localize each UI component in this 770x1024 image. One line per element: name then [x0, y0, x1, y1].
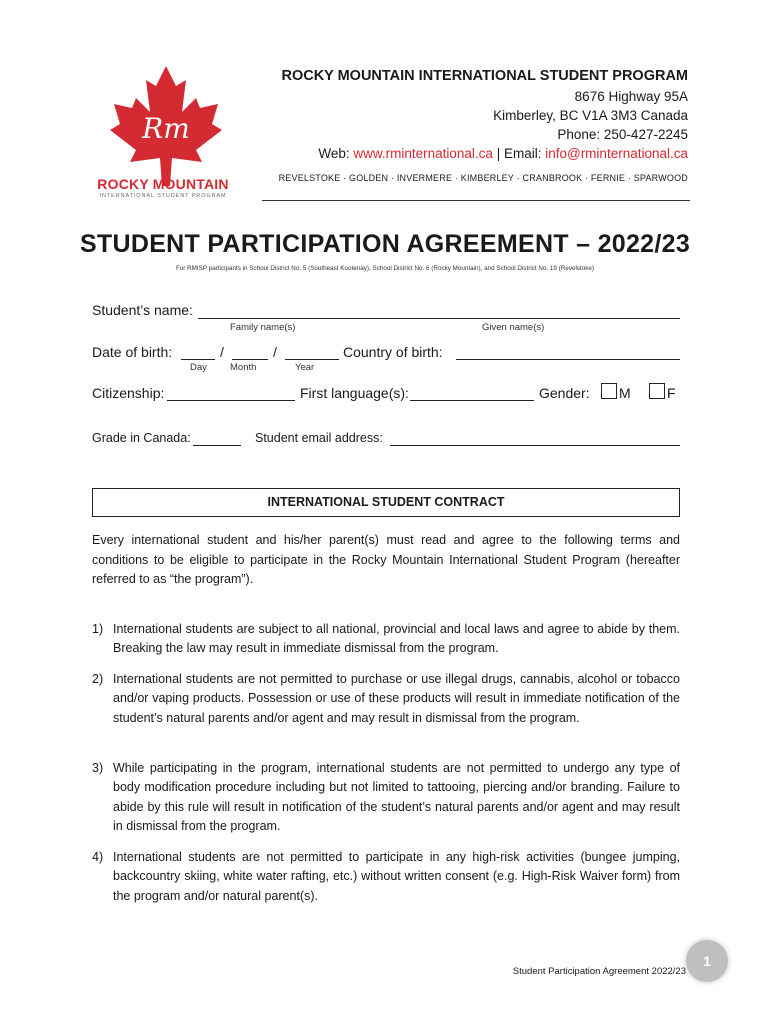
- address-line-2: Kimberley, BC V1A 3M3 Canada: [493, 108, 688, 123]
- document-title: STUDENT PARTICIPATION AGREEMENT – 2022/23: [79, 230, 691, 258]
- page-number-badge: 1: [686, 940, 728, 982]
- family-name-caption: Family name(s): [230, 322, 296, 333]
- email-separator: | Email:: [492, 146, 546, 161]
- phone-line: Phone: 250-427-2245: [557, 127, 688, 142]
- document-subtitle: For RMISP participants in School District No. 5 (Southeast Kootenay), School District No. 6 (Rocky Mountain), and School District No. 19 (Revelstoke): [175, 265, 595, 272]
- student-name-field[interactable]: [198, 303, 680, 319]
- list-item: [92, 848, 680, 906]
- footer-text: Student Participation Agreement 2022/23: [512, 966, 686, 977]
- citizenship-field[interactable]: [167, 386, 295, 401]
- citizenship-label: Citizenship:: [92, 385, 165, 401]
- item-number: 2): [92, 672, 104, 686]
- logo-title: ROCKY MOUNTAIN: [97, 176, 229, 192]
- student-name-label: Student’s name:: [92, 302, 193, 318]
- dob-year-field[interactable]: [285, 345, 339, 360]
- dob-day-field[interactable]: [181, 345, 215, 360]
- country-of-birth-field[interactable]: [456, 345, 680, 360]
- list-item: [92, 620, 680, 659]
- grade-label: Grade in Canada:: [92, 431, 191, 445]
- item-number: 3): [92, 761, 104, 775]
- dob-slash-2: /: [273, 344, 277, 360]
- dob-month-field[interactable]: [232, 345, 268, 360]
- year-caption: Year: [295, 362, 315, 373]
- student-email-label: Student email address:: [255, 431, 383, 445]
- first-language-label: First language(s):: [300, 385, 409, 401]
- country-of-birth-label: Country of birth:: [343, 344, 443, 360]
- gender-m-label: M: [619, 385, 631, 401]
- towns-list: REVELSTOKE · GOLDEN · INVERMERE · KIMBERLEY · CRANBROOK · FERNIE · SPARWOOD: [278, 173, 688, 183]
- month-caption: Month: [230, 362, 257, 373]
- student-email-field[interactable]: [390, 432, 680, 446]
- given-name-caption: Given name(s): [482, 322, 545, 333]
- item-text: International students are subject to all national, provincial and local laws and agree to abide by them. Breaking the law may result in immediate dismissal from the program.: [113, 622, 680, 656]
- dob-slash-1: /: [220, 344, 224, 360]
- web-label: Web:: [318, 146, 354, 161]
- gender-f-checkbox[interactable]: [649, 383, 665, 399]
- item-text: International students are not permitted to purchase or use illegal drugs, cannabis, alcohol or tobacco and/or vaping products. Possession or use of these products will result in immediate notification of the student’s natural parents and/or agent and may result in dismissal from the program.: [113, 672, 680, 725]
- header-divider: [262, 200, 690, 201]
- item-text: International students are not permitted to participate in any high-risk activities (bungee jumping, backcountry skiing, white water rafting, etc.) without written consent (e.g. High-Risk Waiver form) from the program and/or natural parent(s).: [113, 850, 680, 903]
- dob-label: Date of birth:: [92, 344, 173, 360]
- list-item: [92, 670, 680, 728]
- first-language-field[interactable]: [410, 386, 534, 401]
- web-link[interactable]: www.rminternational.ca: [353, 146, 493, 161]
- email-link[interactable]: info@rminternational.ca: [545, 146, 688, 161]
- item-text: While participating in the program, international students are not permitted to undergo any type of body modification procedure including but not limited to tattooing, piercing and/or branding. Failure to abide by this rule will result in notification of the student’s natural parents and/or agent and may result in dismissal from the program.: [113, 761, 680, 833]
- list-item: [92, 759, 680, 836]
- contract-heading: INTERNATIONAL STUDENT CONTRACT: [92, 488, 680, 517]
- gender-m-checkbox[interactable]: [601, 383, 617, 399]
- grade-field[interactable]: [193, 432, 241, 446]
- address-line-1: 8676 Highway 95A: [574, 89, 688, 104]
- logo-mark: Rm: [142, 112, 190, 145]
- item-number: 1): [92, 622, 104, 636]
- day-caption: Day: [190, 362, 207, 373]
- logo-subtitle: INTERNATIONAL STUDENT PROGRAM: [99, 193, 227, 199]
- org-title: ROCKY MOUNTAIN INTERNATIONAL STUDENT PROGRAM: [281, 68, 688, 84]
- contract-intro: Every international student and his/her parent(s) must read and agree to the following terms and conditions to be eligible to participate in the Rocky Mountain International Student Program (hereafter referred to as “the program”).: [92, 533, 680, 586]
- gender-f-label: F: [667, 385, 676, 401]
- web-email-line: [318, 146, 688, 161]
- gender-label: Gender:: [539, 385, 590, 401]
- item-number: 4): [92, 850, 104, 864]
